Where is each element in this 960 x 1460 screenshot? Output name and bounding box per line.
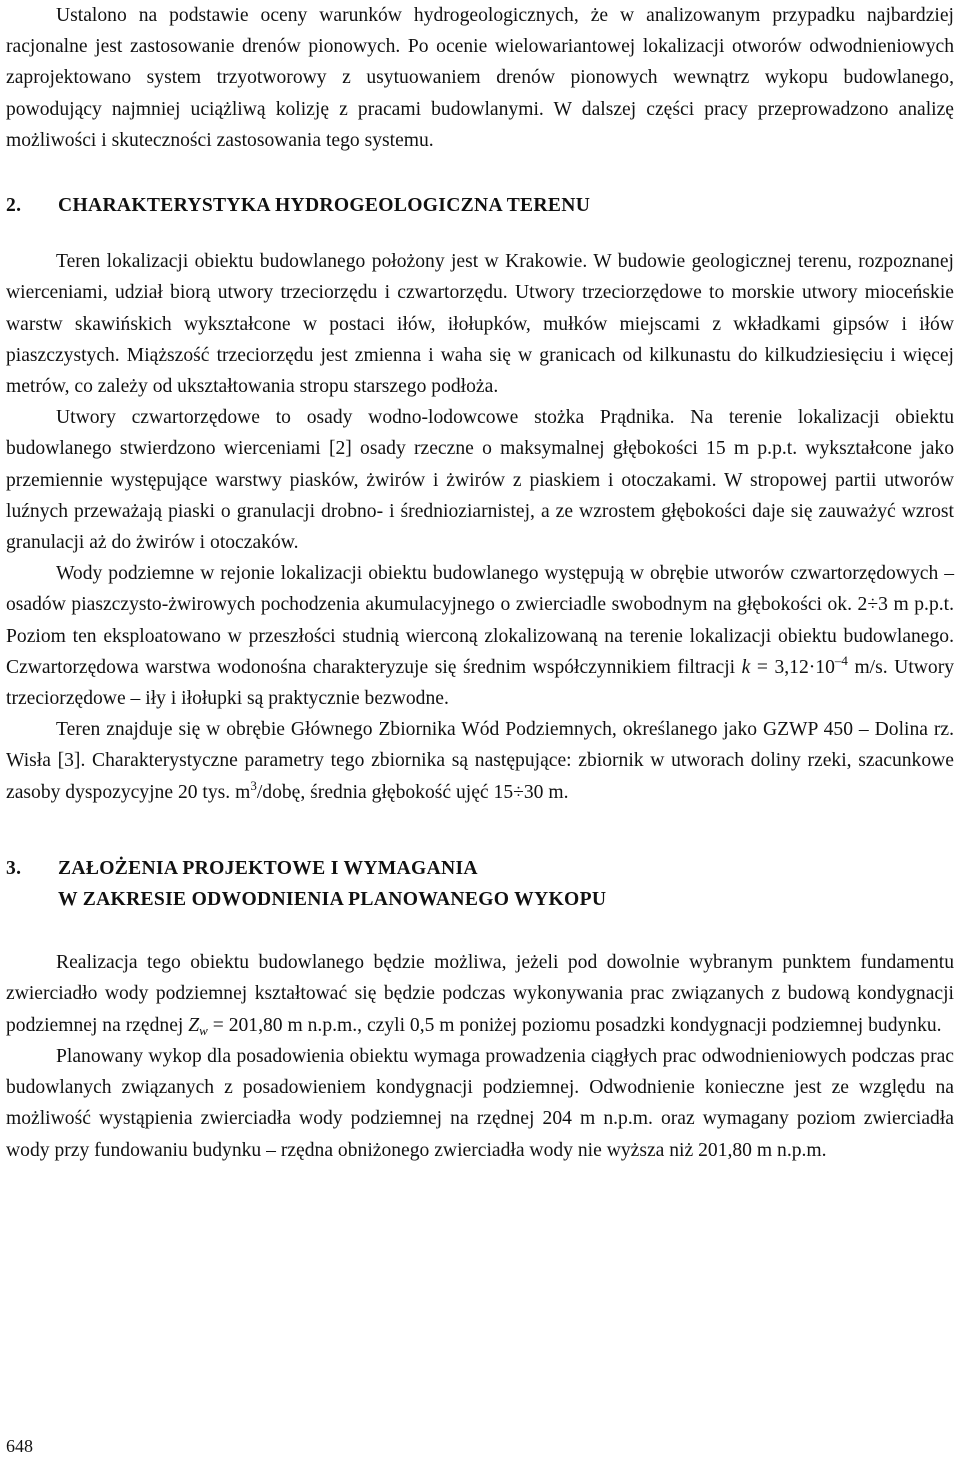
document-page xyxy=(6,0,954,1166)
section-2-paragraph-3 xyxy=(6,558,954,714)
p4-text: Teren znajduje się w obrębie Głównego Zbiornika Wód Podziemnych, określanego jako GZWP 450 – Dolina rz. Wisła [3]. Charakterystyczne parametry tego zbiornika są następujące: zbiornik w utworach doliny rzeki, szacunkowe zasoby dyspozycyjne 20 tys. m xyxy=(6,719,954,803)
section-2-paragraph-2: Utwory czwartorzędowe to osady wodno-lodowcowe stożka Prądnika. Na terenie lokalizacji obiektu budowlanego stwierdzono wierceniami [2] osady rzeczne o maksymalnej głębokości 15 m p.p.t. wykształcone jako przemiennie występujące warstwy piasków, żwirów i żwirów z piaskiem i otoczakami. W stropowej partii utworów luźnych przeważają piaski o granulacji drobno- i średnioziarnistej, a ze wzrostem głębokości daje się zauważyć wzrost granulacji aż do żwirów i otoczaków. xyxy=(6,407,954,554)
section-2-number: 2. xyxy=(6,195,22,217)
s3p1-text: Realizacja tego obiektu budowlanego będzie możliwa, jeżeli pod dowolnie wybranym punktem fundamentu zwierciadło wody podziemnej kształtować się będzie podczas wykonywania prac związanych z budową kondygnacji podziemnej na rzędnej xyxy=(6,952,954,1036)
section-3-title-line-2: W ZAKRESIE ODWODNIENIA PLANOWANEGO WYKOPU xyxy=(58,889,607,911)
k-symbol: k xyxy=(741,656,751,678)
z-symbol: Z xyxy=(188,1014,200,1036)
intro-paragraph: Ustalono na podstawie oceny warunków hydrogeologicznych, że w analizowanym przypadku najbardziej racjonalne jest zastosowanie drenów pionowych. Po ocenie wielowariantowej lokalizacji otworów odwodnieniowych zaprojektowano system trzyotworowy z usytuowaniem drenów pionowych wewnątrz wykopu budowlanego, powodujący najmniej uciążliwą kolizję z pracami budowlanymi. W dalszej części pracy przeprowadzono analizę możliwości i skuteczności zastosowania tego systemu. xyxy=(6,5,954,151)
k-value: = 3,12·10 xyxy=(756,656,835,678)
z-subscript xyxy=(199,1023,208,1038)
section-3-paragraph-2: Planowany wykop dla posadowienia obiektu wymaga prowadzenia ciągłych prac odwodnieniowych podczas prac budowlanych związanych z posadowieniem kondygnacji podziemnej. Odwodnienie konieczne jest ze względu na możliwość wystąpienia zwierciadła wody podziemnej na rzędnej 204 m n.p.m. oraz wymagany poziom zwierciadła wody przy fundowaniu budynku – rzędna obniżonego zwierciadła wody nie wyższa niż 201,80 m n.p.m. xyxy=(6,1045,954,1161)
section-3-number: 3. xyxy=(6,857,22,879)
m3-exponent: 3 xyxy=(250,777,257,793)
section-3-paragraph-1 xyxy=(6,947,954,1041)
section-2-paragraph-4 xyxy=(6,714,954,808)
section-2-body xyxy=(6,246,954,808)
section-2-heading xyxy=(6,190,954,221)
section-3-body xyxy=(6,947,954,1165)
s3p1-end: = 201,80 m n.p.m., czyli 0,5 m poniżej poziomu posadzki kondygnacji podziemnej budynku. xyxy=(212,1014,942,1036)
p3-text: Wody podziemne w rejonie lokalizacji obiektu budowlanego występują w obrębie utworów czwartorzędowych – osadów piaszczysto-żwirowych pochodzenia akumulacyjnego o zwierciadle swobodnym na głębokości ok. 2÷3 m p.p.t. Poziom ten eksploatowano w przeszłości studnią wierconą zlokalizowaną na terenie lokalizacji obiektu budowlanego. Czwartorzędowa warstwa wodonośna charakteryzuje się średnim współczynnikiem filtracji xyxy=(6,563,954,678)
k-exponent: –4 xyxy=(834,652,848,668)
section-3-title-line-1: ZAŁOŻENIA PROJEKTOWE I WYMAGANIA xyxy=(58,857,478,879)
page-number: 648 xyxy=(6,1436,33,1456)
p3-end: m/s. Utwory trzeciorzędowe – iły i iłołupki są praktycznie bezwodne. xyxy=(6,656,955,710)
section-3-heading xyxy=(6,853,954,915)
section-2-paragraph-1: Teren lokalizacji obiektu budowlanego położony jest w Krakowie. W budowie geologicznej terenu, rozpoznanej wierceniami, udział biorą utwory trzeciorzędu i czwartorzędu. Utwory trzeciorzędowe to morskie utwory mioceńskie warstw skawińskich wykształcone w postaci iłów, iłołupków, mułków miejscami z wkładkami gipsów i iłów piaszczystych. Miąższość trzeciorzędu jest zmienna i waha się w granicach od kilkunastu do kilkudziesięciu i więcej metrów, co zależy od ukształtowania stropu starszego podłoża. xyxy=(6,251,954,398)
section-2-title: CHARAKTERYSTYKA HYDROGEOLOGICZNA TERENU xyxy=(58,195,591,217)
p4-end: /dobę, średnia głębokość ujęć 15÷30 m. xyxy=(256,781,569,803)
z-subscript-letter: w xyxy=(199,1022,208,1038)
